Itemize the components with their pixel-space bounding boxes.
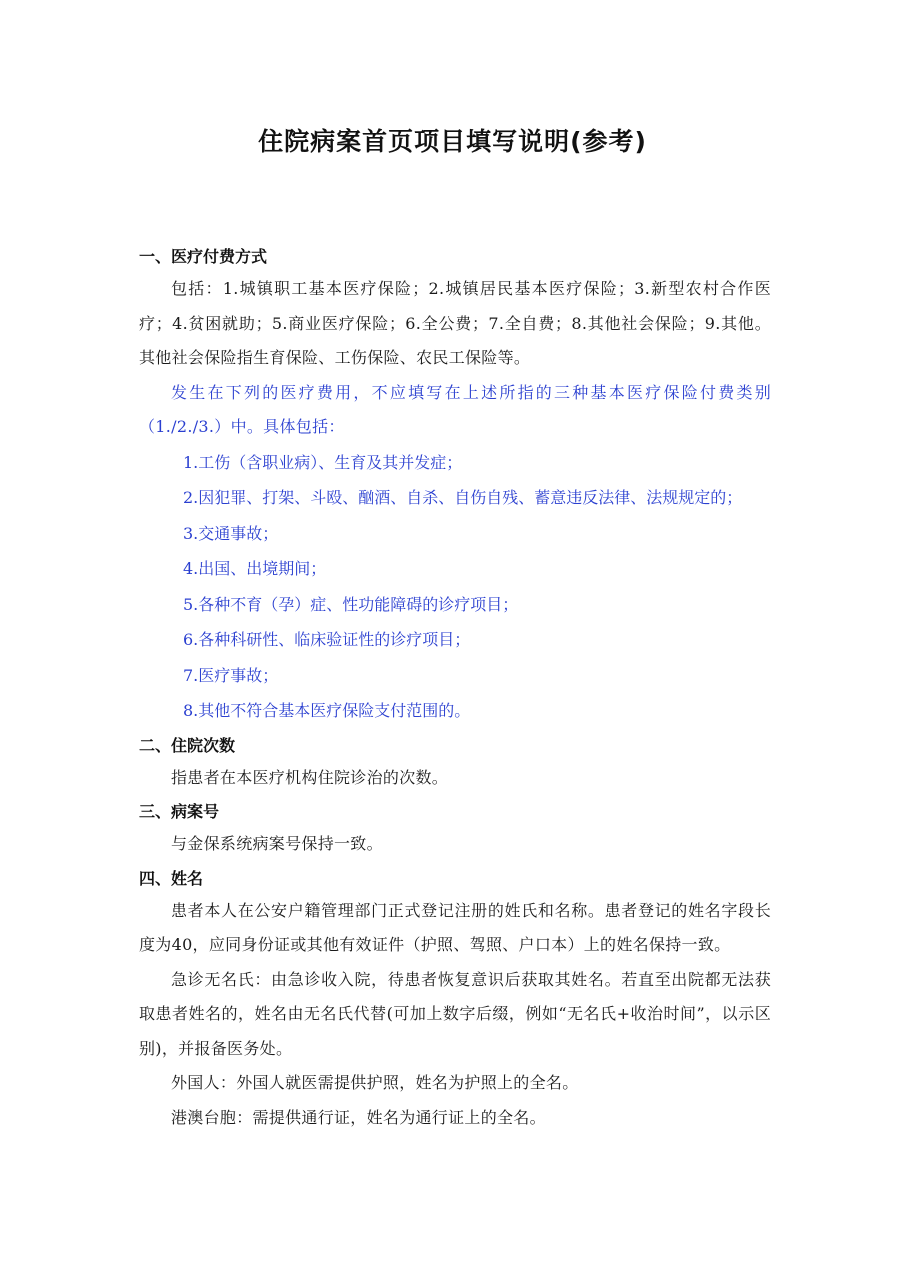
document-title: 住院病案首页项目填写说明(参考) bbox=[258, 127, 647, 156]
list-item: 8.其他不符合基本医疗保险支付范围的。 bbox=[183, 701, 471, 720]
document-body bbox=[139, 240, 771, 1135]
paragraph-hk-macao-taiwan: 港澳台胞：需提供通行证，姓名为通行证上的全名。 bbox=[171, 1107, 546, 1127]
list-item: 5.各种不育（孕）症、性功能障碍的诊疗项目； bbox=[183, 594, 519, 614]
paragraph-excluded-expenses: 发生在下列的医疗费用，不应填写在上述所指的三种基本医疗保险付费类别（1./2./3.）中。具体包括： bbox=[139, 382, 771, 436]
paragraph-emergency-unknown: 急诊无名氏：由急诊收入院，待患者恢复意识后获取其姓名。若直至出院都无法获取患者姓名的，姓名由无名氏代替(可加上数字后缀，例如“无名氏+收治时间”，以示区别)，并报备医务处。 bbox=[139, 969, 771, 1058]
paragraph-name-rule: 患者本人在公安户籍管理部门正式登记注册的姓氏和名称。患者登记的姓名字段长度为40，应同身份证或其他有效证件（护照、驾照、户口本）上的姓名保持一致。 bbox=[139, 900, 771, 954]
list-item: 6.各种科研性、临床验证性的诊疗项目； bbox=[183, 630, 471, 649]
list-item: 1.工伤（含职业病）、生育及其并发症； bbox=[183, 452, 463, 472]
list-item: 4.出国、出境期间； bbox=[183, 559, 327, 578]
section-heading-record-number: 三、病案号 bbox=[139, 802, 220, 821]
list-item: 2.因犯罪、打架、斗殴、酗酒、自杀、自伤自残、蓄意违反法律、法规规定的； bbox=[183, 488, 743, 507]
section-heading-payment: 一、医疗付费方式 bbox=[139, 247, 268, 266]
paragraph-admissions: 指患者在本医疗机构住院诊治的次数。 bbox=[171, 767, 449, 787]
paragraph-record-number: 与金保系统病案号保持一致。 bbox=[171, 834, 383, 853]
list-item: 3.交通事故； bbox=[183, 523, 279, 543]
list-item: 7.医疗事故； bbox=[183, 665, 279, 685]
paragraph-payment-types: 包括：1.城镇职工基本医疗保险；2.城镇居民基本医疗保险；3.新型农村合作医疗；4.贫困就助；5.商业医疗保险；6.全公费；7.全自费；8.其他社会保险；9.其他。其他社会保险指生育保险、工伤保险、农民工保险等。 bbox=[139, 279, 771, 367]
section-heading-admissions: 二、住院次数 bbox=[139, 735, 236, 755]
section-heading-name: 四、姓名 bbox=[139, 868, 204, 888]
paragraph-foreigner: 外国人：外国人就医需提供护照，姓名为护照上的全名。 bbox=[171, 1073, 579, 1092]
